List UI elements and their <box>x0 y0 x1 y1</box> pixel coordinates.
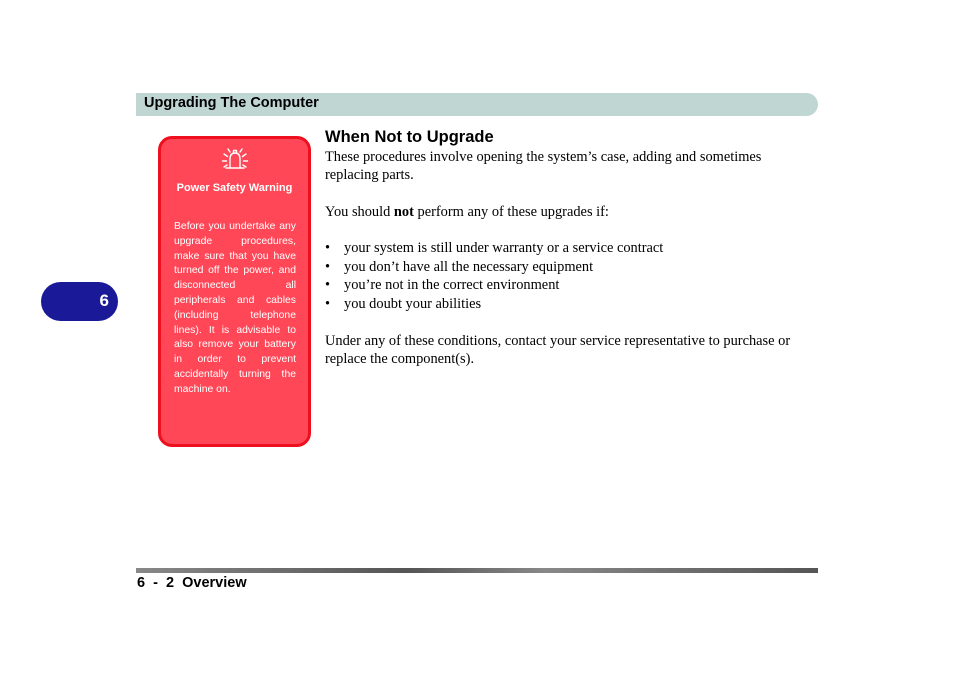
section-title: When Not to Upgrade <box>325 128 494 146</box>
should-suffix: perform any of these upgrades if: <box>413 203 609 220</box>
closing-paragraph: Under any of these conditions, contact your service representative to purchase or replace the component(s). <box>325 332 791 367</box>
main-content <box>325 126 805 368</box>
power-safety-warning-box <box>158 136 311 447</box>
intro-paragraph: These procedures involve opening the system’s case, adding and sometimes replacing parts. <box>325 149 762 184</box>
running-header-bar <box>136 93 818 116</box>
list-item: • you don’t have all the necessary equipment <box>325 258 805 277</box>
footer-rule <box>136 568 818 573</box>
conditions-list <box>325 239 805 313</box>
list-item: • you’re not in the correct environment <box>325 276 805 295</box>
power-safety-icon <box>218 146 252 174</box>
warning-title: Power Safety Warning <box>176 182 293 194</box>
should-emphasis: not <box>393 203 414 220</box>
footer-page-label: 6 - 2 Overview <box>137 575 247 591</box>
chapter-number: 6 <box>99 291 109 310</box>
list-item: • you doubt your abilities <box>325 295 805 314</box>
list-item: • your system is still under warranty or a service contract <box>325 239 805 258</box>
should-prefix: You should <box>325 203 394 220</box>
warning-body: Before you undertake any upgrade procedures, make sure that you have turned off the power, and disconnected all peripherals and cables (including telephone lines). It is advisable to also remove your battery in order to prevent accidentally turning the machine on. <box>174 221 296 395</box>
chapter-tab <box>41 282 118 321</box>
should-not-paragraph <box>325 203 805 221</box>
running-header-title: Upgrading The Computer <box>144 95 319 111</box>
